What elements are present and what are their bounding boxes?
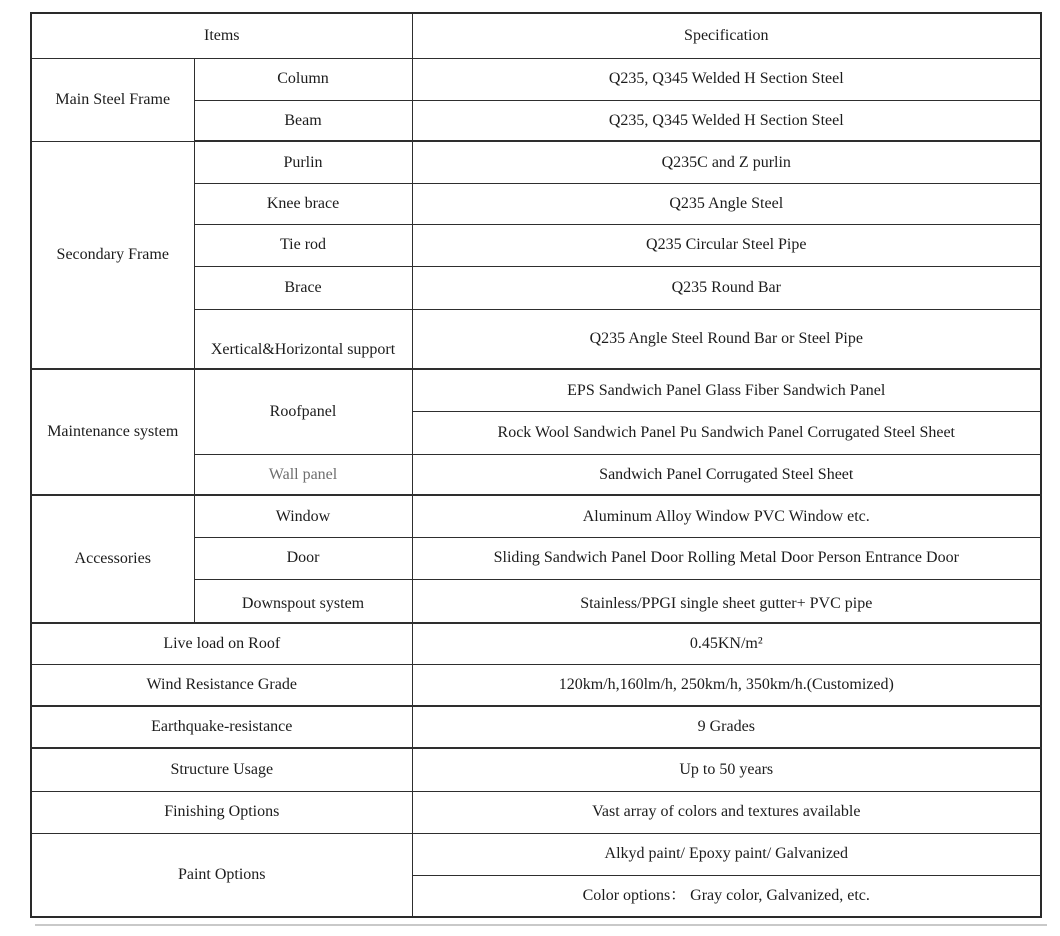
group-accessories: Accessories (31, 495, 194, 623)
item-earthquake-resistance: Earthquake-resistance (31, 706, 412, 748)
spec-paint-options-1: Alkyd paint/ Epoxy paint/ Galvanized (412, 833, 1041, 875)
header-items-cell: Items (31, 13, 412, 58)
spec-earthquake-resistance: 9 Grades (412, 706, 1041, 748)
item-column: Column (194, 58, 412, 100)
spec-roof-panel-2: Rock Wool Sandwich Panel Pu Sandwich Panel Corrugated Steel Sheet (412, 411, 1041, 454)
spec-downspout-system: Stainless/PPGI single sheet gutter+ PVC pipe (412, 579, 1041, 623)
item-beam: Beam (194, 100, 412, 141)
spec-purlin: Q235C and Z purlin (412, 141, 1041, 183)
spec-structure-usage: Up to 50 years (412, 748, 1041, 791)
item-door: Door (194, 537, 412, 579)
spec-wind-resistance: 120km/h,160lm/h, 250km/h, 350km/h.(Customized) (412, 664, 1041, 706)
item-tie-rod: Tie rod (194, 224, 412, 266)
spec-window: Aluminum Alloy Window PVC Window etc. (412, 495, 1041, 537)
group-secondary-frame: Secondary Frame (31, 141, 194, 369)
item-structure-usage: Structure Usage (31, 748, 412, 791)
item-downspout-system: Downspout system (194, 579, 412, 623)
spec-tie-rod: Q235 Circular Steel Pipe (412, 224, 1041, 266)
item-brace: Brace (194, 266, 412, 309)
spec-live-load: 0.45KN/m² (412, 623, 1041, 664)
specification-table (30, 12, 1042, 918)
item-finishing-options: Finishing Options (31, 791, 412, 833)
spec-finishing-options: Vast array of colors and textures available (412, 791, 1041, 833)
group-paint-options: Paint Options (31, 833, 412, 917)
item-vertical-horizontal-support: Xertical&Horizontal support (194, 309, 412, 369)
header-specification-cell: Specification (412, 13, 1041, 58)
item-knee-brace: Knee brace (194, 183, 412, 224)
spec-vertical-horizontal-support: Q235 Angle Steel Round Bar or Steel Pipe (412, 309, 1041, 369)
spec-column: Q235, Q345 Welded H Section Steel (412, 58, 1041, 100)
spec-paint-options-2: Color options： Gray color, Galvanized, etc. (412, 875, 1041, 917)
spec-brace: Q235 Round Bar (412, 266, 1041, 309)
item-roof-panel: Roofpanel (194, 369, 412, 454)
spec-beam: Q235, Q345 Welded H Section Steel (412, 100, 1041, 141)
item-purlin: Purlin (194, 141, 412, 183)
item-wall-panel: Wall panel (194, 454, 412, 495)
item-wind-resistance: Wind Resistance Grade (31, 664, 412, 706)
spec-door: Sliding Sandwich Panel Door Rolling Metal Door Person Entrance Door (412, 537, 1041, 579)
spec-knee-brace: Q235 Angle Steel (412, 183, 1041, 224)
item-window: Window (194, 495, 412, 537)
item-live-load: Live load on Roof (31, 623, 412, 664)
group-main-steel-frame: Main Steel Frame (31, 58, 194, 141)
spec-wall-panel: Sandwich Panel Corrugated Steel Sheet (412, 454, 1041, 495)
scan-artifact-line (35, 924, 1047, 926)
spec-roof-panel-1: EPS Sandwich Panel Glass Fiber Sandwich Panel (412, 369, 1041, 411)
group-maintenance-system: Maintenance system (31, 369, 194, 495)
